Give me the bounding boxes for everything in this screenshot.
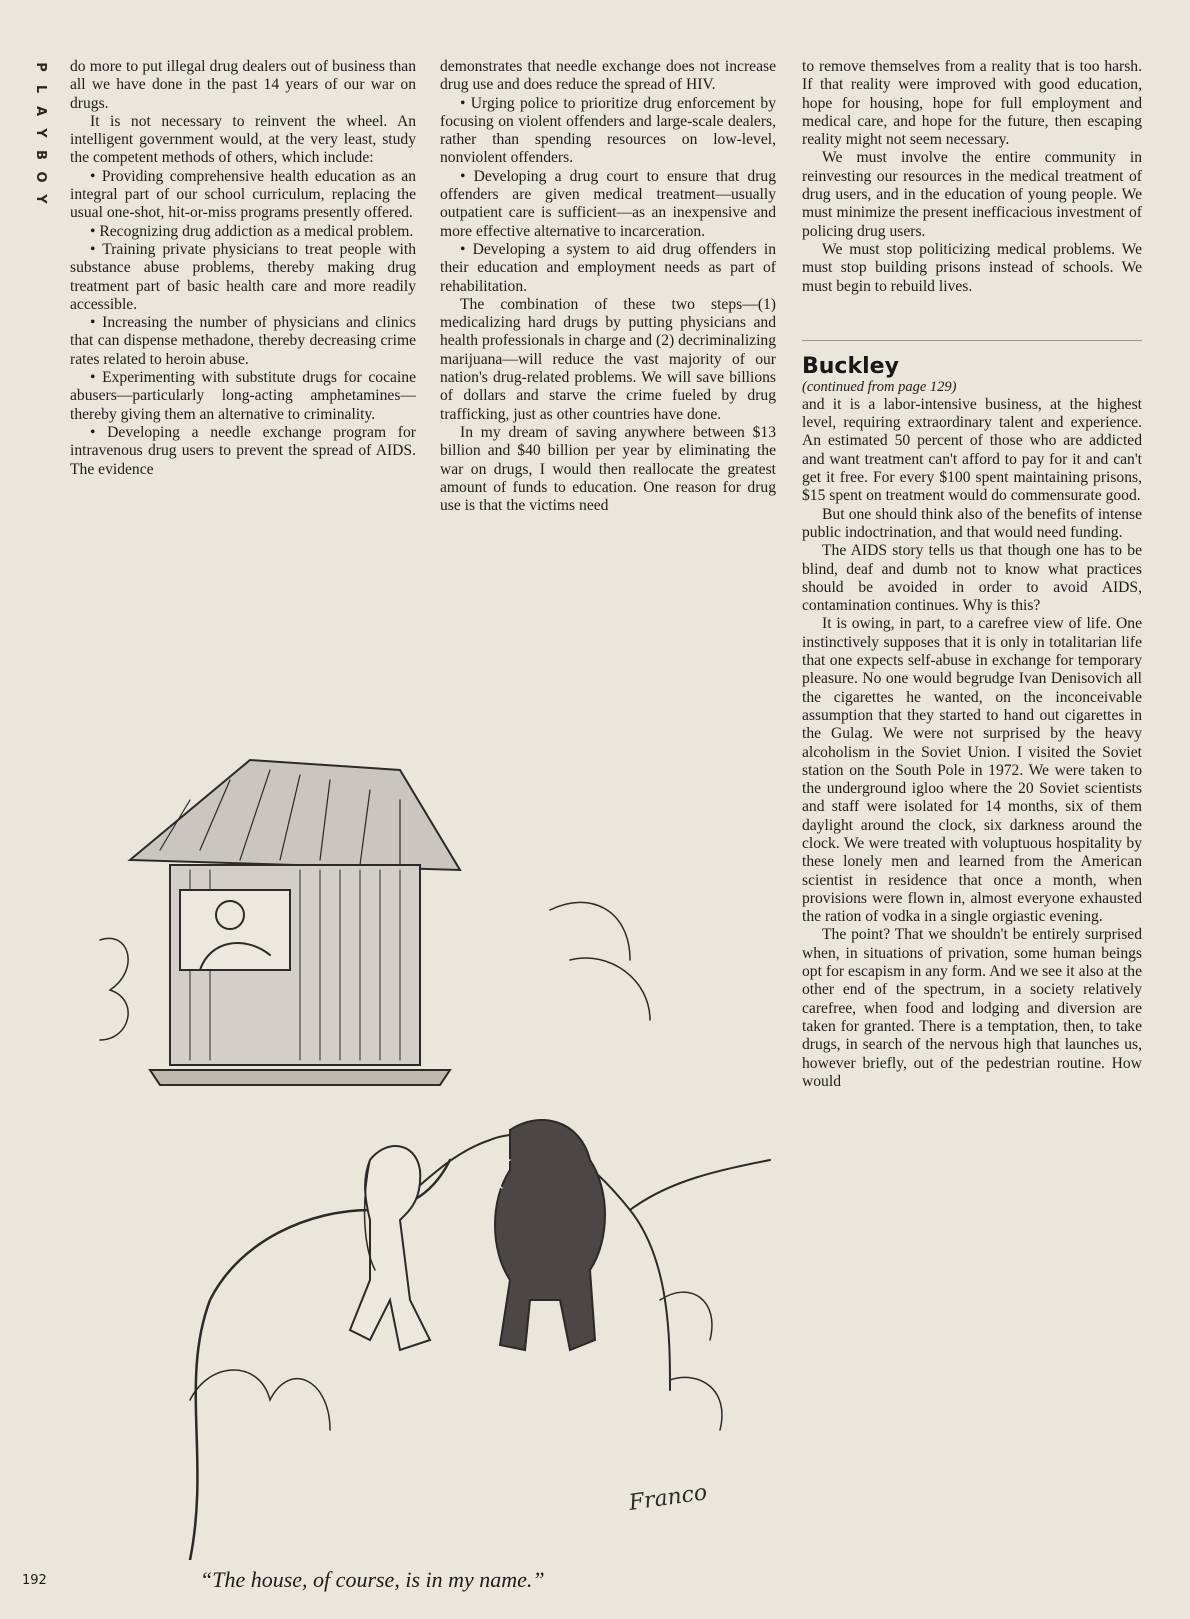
article-column-3 — [802, 58, 1142, 1091]
article-column-2 — [440, 58, 776, 515]
section-title: Buckley — [802, 353, 899, 379]
masthead — [30, 56, 50, 210]
paragraph: to remove themselves from a reality that is too harsh. If that reality were improved with good education, hope for housing, hope for full employment and medical care, and hope for the future, then escaping reality might not seem necessary. — [802, 58, 1142, 149]
paragraph: • Recognizing drug addiction as a medical problem. — [90, 222, 414, 240]
article-column-1 — [70, 58, 416, 479]
ape-figure — [495, 1120, 605, 1350]
masthead-letter: P — [33, 62, 48, 72]
man-in-window — [216, 901, 244, 929]
cartoon-illustration — [70, 740, 780, 1560]
paragraph: • Providing comprehensive health education as an integral part of our school curriculum, replacing the usual one-shot, hit-or-miss programs presently offered. — [70, 167, 416, 222]
paragraph: • Urging police to prioritize drug enforcement by focusing on violent offenders and large-scale dealers, rather than spending resources on low-level, nonviolent offenders. — [440, 94, 776, 167]
paragraph: • Experimenting with substitute drugs for cocaine abusers—particularly long-acting amphetamines—thereby giving them an alternative to criminality. — [70, 369, 416, 423]
paragraph: The point? That we shouldn't be entirely surprised when, in situations of privation, some human beings opt for escapism in any form. And we see it also at the other end of the spectrum, in a society relatively carefree, when food and lodging and diversion are taken for granted. There is a temptation, then, to take drugs, in search of the nervous high that launches us, however briefly, out of the pedestrian routine. How would — [802, 926, 1142, 1090]
paragraph: • Developing a system to aid drug offenders in their education and employment needs as part of rehabilitation. — [440, 240, 776, 295]
masthead-letter: Y — [33, 128, 48, 138]
tree-branch-right — [630, 1160, 770, 1210]
paragraph: We must involve the entire community in reinvesting our resources in the medical treatment of drug users, and in the education of young people. We must minimize the present inefficacious investment of policing drug users. — [802, 149, 1142, 240]
foliage-right — [550, 902, 650, 1020]
paragraph: demonstrates that needle exchange does not increase drug use and does reduce the spread of HIV. — [440, 58, 776, 94]
masthead-letter: A — [33, 105, 48, 117]
paragraph: • Developing a needle exchange program for intravenous drug users to prevent the spread of AIDS. The evidence — [70, 423, 416, 478]
continued-note: (continued from page 129) — [802, 378, 957, 395]
woman-figure — [350, 1146, 430, 1350]
page-number: 192 — [22, 1573, 47, 1588]
paragraph: • Developing a drug court to ensure that drug offenders are given medical treatment—usually outpatient care is sufficient—as an inexpensive and more effective alternative to incarceration. — [440, 167, 776, 240]
paragraph: In my dream of saving anywhere between $13 billion and $40 billion per year by eliminating the war on drugs, I would then reallocate the greatest amount of funds to education. One reason for drug use is that the victims need — [440, 423, 776, 515]
paragraph: It is not necessary to reinvent the wheel. An intelligent government would, at the very least, study the competent methods of others, which include: — [70, 112, 416, 167]
paragraph: and it is a labor-intensive business, at the highest level, requiring extraordinary talent and experience. An estimated 50 percent of those who are addicted and want treatment can't afford to pay for it and can't get it free. For every $100 spent maintaining prisons, $15 spent on treatment would do commensurate good. — [802, 395, 1142, 505]
hut-platform — [150, 1070, 450, 1085]
tree-trunk — [190, 1160, 450, 1560]
paragraph: We must stop politicizing medical problems. We must stop building prisons instead of schools. We must begin to rebuild lives. — [802, 240, 1142, 295]
hut-roof — [130, 760, 460, 870]
paragraph: • Training private physicians to treat people with substance abuse problems, thereby making drug treatment part of basic health care and more readily accessible. — [70, 240, 416, 313]
masthead-letter: Y — [33, 194, 48, 204]
article-column-3-bottom — [802, 396, 1142, 1091]
section-divider — [802, 340, 1142, 341]
foliage-bottom — [190, 1370, 330, 1430]
masthead-letter: O — [33, 171, 48, 183]
cartoon-caption: “The house, of course, is in my name.” — [200, 1567, 545, 1592]
cartoon-signature: Franco — [627, 1480, 709, 1516]
masthead-letter: B — [33, 150, 48, 160]
foliage-left — [100, 938, 128, 1040]
paragraph: The AIDS story tells us that though one has to be blind, deaf and dumb not to know what practices should be avoided in order to avoid AIDS, contamination continues. Why is this? — [802, 542, 1142, 615]
paragraph: The combination of these two steps—(1) medicalizing hard drugs by putting physicians and health professionals in charge and (2) decriminalizing marijuana—will reduce the vast majority of our nation's drug-related problems. We will save billions of dollars and starve the crime fueled by drug trafficking, just as other countries have done. — [440, 295, 776, 423]
paragraph: But one should think also of the benefits of intense public indoctrination, and that would need funding. — [802, 505, 1142, 541]
paragraph: • Increasing the number of physicians and clinics that can dispense methadone, thereby decreasing crime rates related to heroin abuse. — [70, 314, 416, 368]
paragraph: It is owing, in part, to a carefree view of life. One instinctively supposes that it is only in totalitarian life that one expects self-abuse in exchange for temporary pleasure. No one would begrudge Ivan Denisovich all the cigarettes he wanted, on the inconceivable assumption that they started to hand out cigarettes in the Gulag. We were not surprised by the heavy alcoholism in the Soviet Union. I visited the Soviet station on the South Pole in 1972. We were taken to the underground igloo where the 20 Soviet scientists and staff were isolated for 14 months, six of them daylight around the clock, six darkness around the clock. We were treated with voluptuous hospitality by these lonely men and learned from the American scientist in residence that once a month, when provisions were flown in, almost everyone exhausted the ration of vodka in a single orgiastic evening. — [802, 615, 1142, 926]
paragraph: do more to put illegal drug dealers out of business than all we have done in the past 14 years of our war on drugs. — [70, 58, 416, 112]
article-column-3-top — [802, 58, 1142, 296]
masthead-letter: L — [33, 84, 48, 94]
